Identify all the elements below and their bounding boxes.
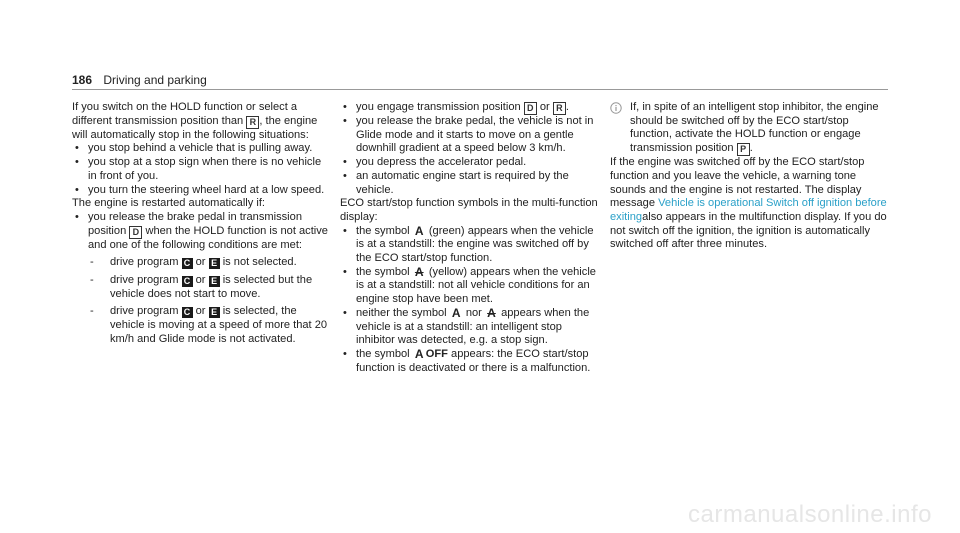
drive-program-c-icon: C [182,258,193,269]
list-item: • you depress the accelerator pedal. [340,156,602,170]
drive-program-e-icon: E [209,258,220,269]
eco-start-stop-icon: A [414,346,424,361]
eco-start-stop-crossed-icon: A [487,305,496,320]
sub-list-item: - drive program C or E is selected, the vehicle is moving at a speed of more that 20 km/h and Glide mode is not activated. [72,305,330,346]
display-message: Vehicle is operational Switch off ignition before exiting [610,197,887,223]
list-item: • the symbol A (green) appears when the vehicle is at a standstill: the engine was switched off by the ECO start/stop function. [340,225,602,266]
column-1 [72,101,330,347]
transmission-p-icon: P [737,143,750,156]
eco-start-stop-icon: A [414,223,424,238]
column-3 [610,101,892,252]
page-header [72,73,207,87]
column-2 [340,101,602,375]
list-item: • you release the brake pedal in transmission position D when the HOLD function is not active and one of the following conditions are met: [72,211,330,252]
list-item: • neither the symbol A nor A appears when the vehicle is at a standstill: an intelligent stop inhibitor was detected, e.g. a stop sign. [340,307,602,348]
eco-start-stop-icon: A [451,305,461,320]
info-icon [610,102,622,114]
transmission-d-icon: D [524,102,537,115]
transmission-r-icon: R [246,116,259,129]
drive-program-e-icon: E [209,307,220,318]
off-label: OFF [425,347,448,360]
sub-list-item: - drive program C or E is selected but the vehicle does not start to move. [72,274,330,301]
list-item: • you release the brake pedal, the vehicle is not in Glide mode and it starts to move on a gentle downhill gradient at a speed below 3 km/h. [340,115,602,156]
transmission-d-icon: D [129,226,142,239]
list-item: • the symbol A OFF appears: the ECO start/stop function is deactivated or there is a malfunction. [340,348,602,375]
sub-list-item: - drive program C or E is not selected. [72,256,330,270]
list-item: • you stop at a stop sign when there is no vehicle in front of you. [72,156,330,183]
eco-start-stop-crossed-icon: A [414,264,424,279]
restart-paragraph: The engine is restarted automatically if: [72,197,266,210]
eco-symbols-paragraph: ECO start/stop function symbols in the multi-function display: [340,197,598,223]
drive-program-e-icon: E [209,276,220,287]
list-item: • you turn the steering wheel hard at a low speed. [72,184,330,198]
list-item: • an automatic engine start is required by the vehicle. [340,170,602,197]
watermark: carmanualsonline.info [688,501,932,528]
transmission-r-icon: R [553,102,566,115]
intro-paragraph: If you switch on the HOLD function or select a different transmission position than R , the engine will automatically stop in the following situations: [72,101,318,141]
page-number: 186 [72,73,93,87]
warning-paragraph: If the engine was switched off by the ECO start/stop function and you leave the vehicle, a warning tone sounds and the engine is not restarted. The display message Vehicle is operational Switch off ignition before exitingalso appears in the multifunction display. If you do not switch off the ignition, the ignition is automatically switched off after three minutes. [610,156,887,251]
drive-program-c-icon: C [182,307,193,318]
drive-program-c-icon: C [182,276,193,287]
header-divider [72,89,888,90]
info-note: If, in spite of an intelligent stop inhibitor, the engine should be switched off by the ECO start/stop function, activate the HOLD function or engage transmission position P . [610,101,892,156]
list-item: • you stop behind a vehicle that is pulling away. [72,142,330,156]
list-item: • you engage transmission position D or R . [340,101,602,115]
section-title: Driving and parking [103,73,207,87]
list-item: • the symbol A (yellow) appears when the vehicle is at a standstill: not all vehicle conditions for an engine stop have been met. [340,266,602,307]
